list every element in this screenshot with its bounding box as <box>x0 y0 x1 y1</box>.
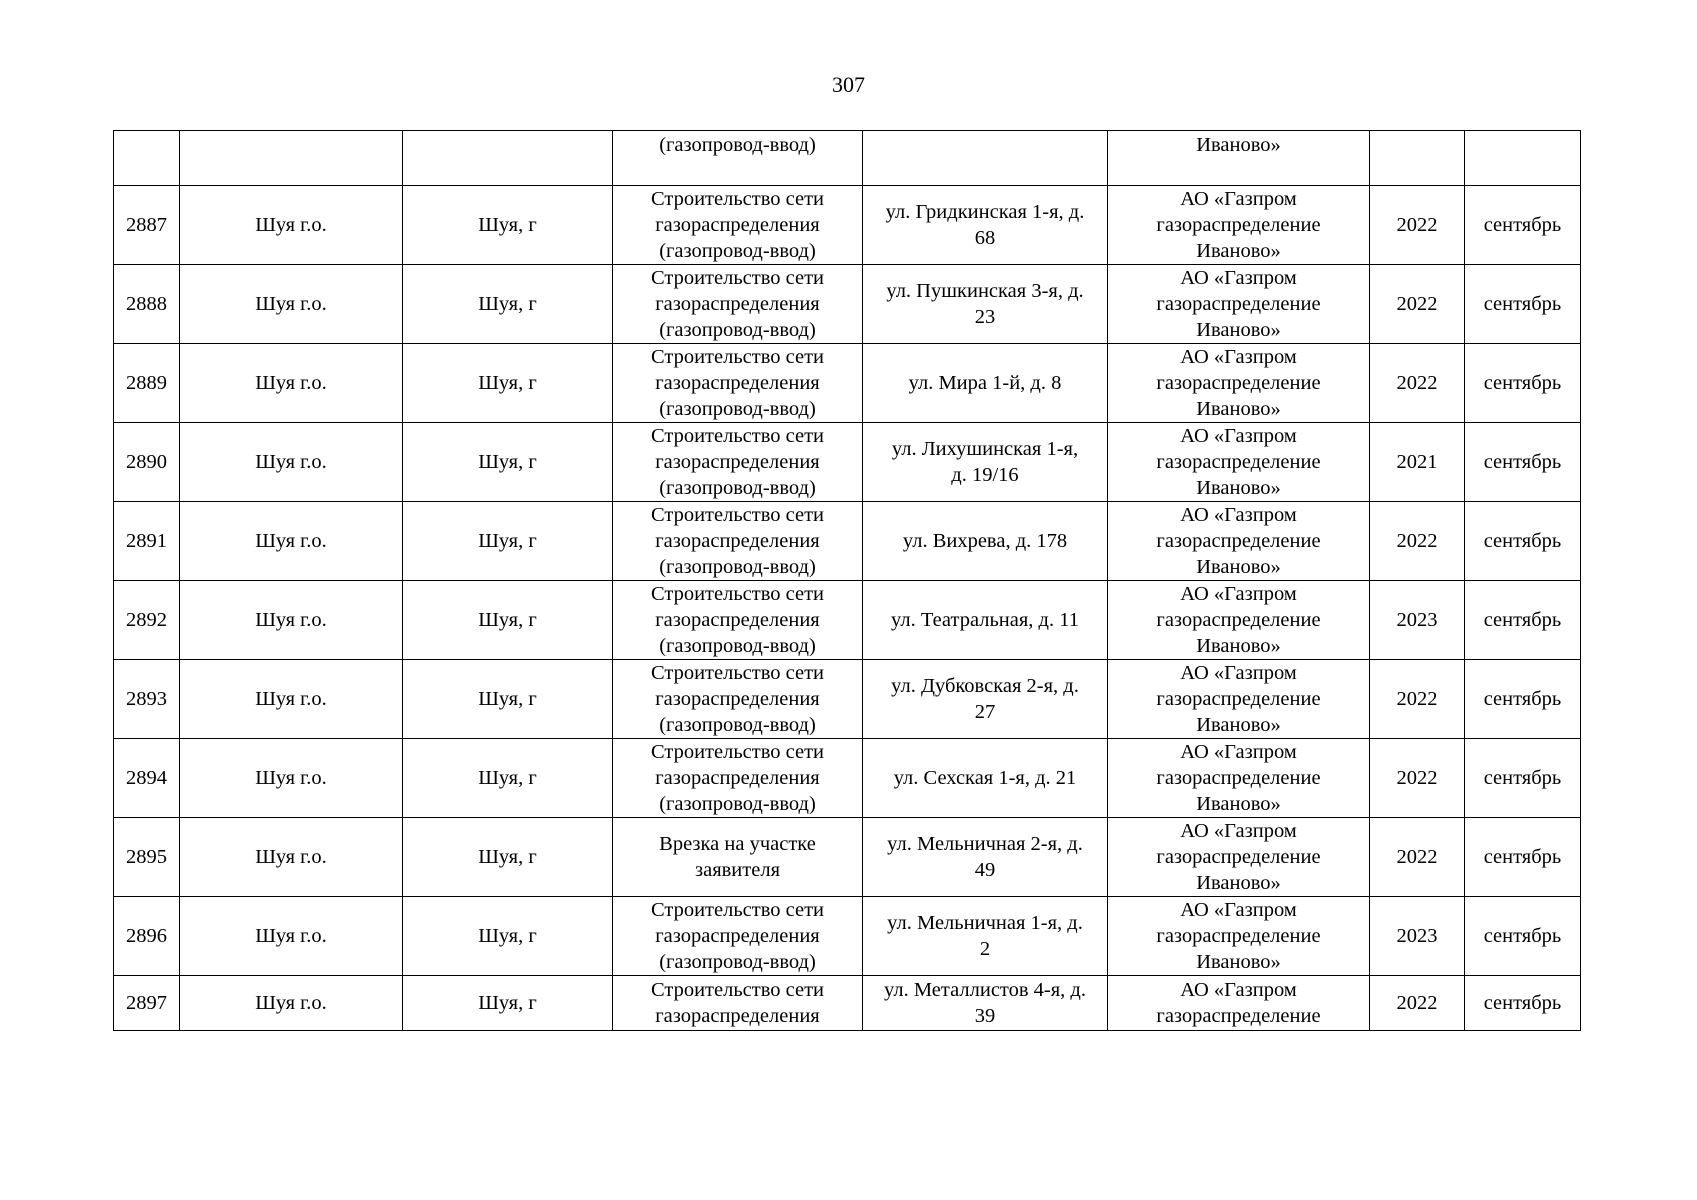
cell-locality: Шуя, г <box>403 423 613 502</box>
cell-district: Шуя г.о. <box>180 818 403 897</box>
table-row <box>114 818 1581 897</box>
cell-month: сентябрь <box>1465 976 1581 1031</box>
cell-month: сентябрь <box>1465 502 1581 581</box>
table-row <box>114 660 1581 739</box>
cell-month: сентябрь <box>1465 265 1581 344</box>
table-row <box>114 897 1581 976</box>
cell-work: Строительство сети газораспределения (газопровод-ввод) <box>613 739 863 818</box>
cell-month: сентябрь <box>1465 897 1581 976</box>
cell-district: Шуя г.о. <box>180 344 403 423</box>
cell-num <box>114 131 180 186</box>
cell-locality: Шуя, г <box>403 344 613 423</box>
cell-num: 2896 <box>114 897 180 976</box>
data-table <box>113 130 1581 1031</box>
cell-work: Строительство сети газораспределения (газопровод-ввод) <box>613 502 863 581</box>
cell-work: Строительство сети газораспределения (газопровод-ввод) <box>613 423 863 502</box>
cell-org: Иваново» <box>1108 131 1370 186</box>
cell-address <box>863 131 1108 186</box>
cell-district: Шуя г.о. <box>180 423 403 502</box>
cell-org: АО «Газпром газораспределение Иваново» <box>1108 581 1370 660</box>
cell-num: 2893 <box>114 660 180 739</box>
cell-work: Строительство сети газораспределения (газопровод-ввод) <box>613 660 863 739</box>
cell-org: АО «Газпром газораспределение Иваново» <box>1108 186 1370 265</box>
cell-year: 2023 <box>1370 897 1465 976</box>
cell-address: ул. Лихушинская 1-я, д. 19/16 <box>863 423 1108 502</box>
cell-month: сентябрь <box>1465 660 1581 739</box>
cell-month: сентябрь <box>1465 818 1581 897</box>
cell-month <box>1465 131 1581 186</box>
table-body <box>114 131 1581 1031</box>
table-row <box>114 423 1581 502</box>
cell-locality: Шуя, г <box>403 265 613 344</box>
cell-district: Шуя г.о. <box>180 976 403 1031</box>
cell-work: Строительство сети газораспределения <box>613 976 863 1031</box>
cell-month: сентябрь <box>1465 581 1581 660</box>
cell-district: Шуя г.о. <box>180 897 403 976</box>
cell-address: ул. Сехская 1-я, д. 21 <box>863 739 1108 818</box>
cell-address: ул. Пушкинская 3-я, д. 23 <box>863 265 1108 344</box>
cell-year: 2022 <box>1370 660 1465 739</box>
cell-locality: Шуя, г <box>403 186 613 265</box>
table-row <box>114 976 1581 1031</box>
cell-num: 2891 <box>114 502 180 581</box>
cell-locality: Шуя, г <box>403 739 613 818</box>
cell-year: 2022 <box>1370 502 1465 581</box>
cell-locality: Шуя, г <box>403 502 613 581</box>
cell-district: Шуя г.о. <box>180 660 403 739</box>
cell-work: Врезка на участке заявителя <box>613 818 863 897</box>
cell-year: 2021 <box>1370 423 1465 502</box>
cell-address: ул. Вихрева, д. 178 <box>863 502 1108 581</box>
cell-year: 2023 <box>1370 581 1465 660</box>
cell-year: 2022 <box>1370 818 1465 897</box>
cell-org: АО «Газпром газораспределение Иваново» <box>1108 818 1370 897</box>
cell-num: 2892 <box>114 581 180 660</box>
cell-year: 2022 <box>1370 186 1465 265</box>
cell-address: ул. Дубковская 2-я, д. 27 <box>863 660 1108 739</box>
cell-org: АО «Газпром газораспределение Иваново» <box>1108 502 1370 581</box>
table-row <box>114 502 1581 581</box>
cell-work: (газопровод-ввод) <box>613 131 863 186</box>
cell-address: ул. Гридкинская 1-я, д. 68 <box>863 186 1108 265</box>
cell-year: 2022 <box>1370 739 1465 818</box>
page-number: 307 <box>832 72 865 97</box>
cell-work: Строительство сети газораспределения (газопровод-ввод) <box>613 581 863 660</box>
cell-locality: Шуя, г <box>403 897 613 976</box>
cell-org: АО «Газпром газораспределение Иваново» <box>1108 344 1370 423</box>
table-row <box>114 581 1581 660</box>
table-row-continuation <box>114 131 1581 186</box>
cell-district: Шуя г.о. <box>180 739 403 818</box>
cell-month: сентябрь <box>1465 186 1581 265</box>
cell-num: 2895 <box>114 818 180 897</box>
cell-address: ул. Мира 1-й, д. 8 <box>863 344 1108 423</box>
cell-org: АО «Газпром газораспределение Иваново» <box>1108 660 1370 739</box>
cell-district: Шуя г.о. <box>180 265 403 344</box>
cell-org: АО «Газпром газораспределение Иваново» <box>1108 897 1370 976</box>
cell-year: 2022 <box>1370 344 1465 423</box>
cell-num: 2888 <box>114 265 180 344</box>
cell-num: 2894 <box>114 739 180 818</box>
cell-locality: Шуя, г <box>403 581 613 660</box>
cell-year <box>1370 131 1465 186</box>
table-row <box>114 344 1581 423</box>
cell-address: ул. Театральная, д. 11 <box>863 581 1108 660</box>
cell-num: 2889 <box>114 344 180 423</box>
cell-num: 2890 <box>114 423 180 502</box>
cell-address: ул. Мельничная 1-я, д. 2 <box>863 897 1108 976</box>
cell-work: Строительство сети газораспределения (газопровод-ввод) <box>613 897 863 976</box>
cell-locality <box>403 131 613 186</box>
table-row <box>114 265 1581 344</box>
cell-address: ул. Мельничная 2-я, д. 49 <box>863 818 1108 897</box>
cell-locality: Шуя, г <box>403 660 613 739</box>
cell-org: АО «Газпром газораспределение Иваново» <box>1108 739 1370 818</box>
table-row <box>114 739 1581 818</box>
cell-work: Строительство сети газораспределения (газопровод-ввод) <box>613 265 863 344</box>
cell-org: АО «Газпром газораспределение Иваново» <box>1108 265 1370 344</box>
cell-district: Шуя г.о. <box>180 502 403 581</box>
cell-year: 2022 <box>1370 265 1465 344</box>
cell-org: АО «Газпром газораспределение Иваново» <box>1108 423 1370 502</box>
cell-work: Строительство сети газораспределения (газопровод-ввод) <box>613 344 863 423</box>
cell-org: АО «Газпром газораспределение <box>1108 976 1370 1031</box>
cell-num: 2887 <box>114 186 180 265</box>
cell-locality: Шуя, г <box>403 976 613 1031</box>
table-row <box>114 186 1581 265</box>
cell-year: 2022 <box>1370 976 1465 1031</box>
cell-district <box>180 131 403 186</box>
cell-address: ул. Металлистов 4-я, д. 39 <box>863 976 1108 1031</box>
cell-work: Строительство сети газораспределения (газопровод-ввод) <box>613 186 863 265</box>
cell-district: Шуя г.о. <box>180 186 403 265</box>
cell-num: 2897 <box>114 976 180 1031</box>
cell-month: сентябрь <box>1465 344 1581 423</box>
cell-month: сентябрь <box>1465 423 1581 502</box>
cell-district: Шуя г.о. <box>180 581 403 660</box>
cell-locality: Шуя, г <box>403 818 613 897</box>
cell-month: сентябрь <box>1465 739 1581 818</box>
